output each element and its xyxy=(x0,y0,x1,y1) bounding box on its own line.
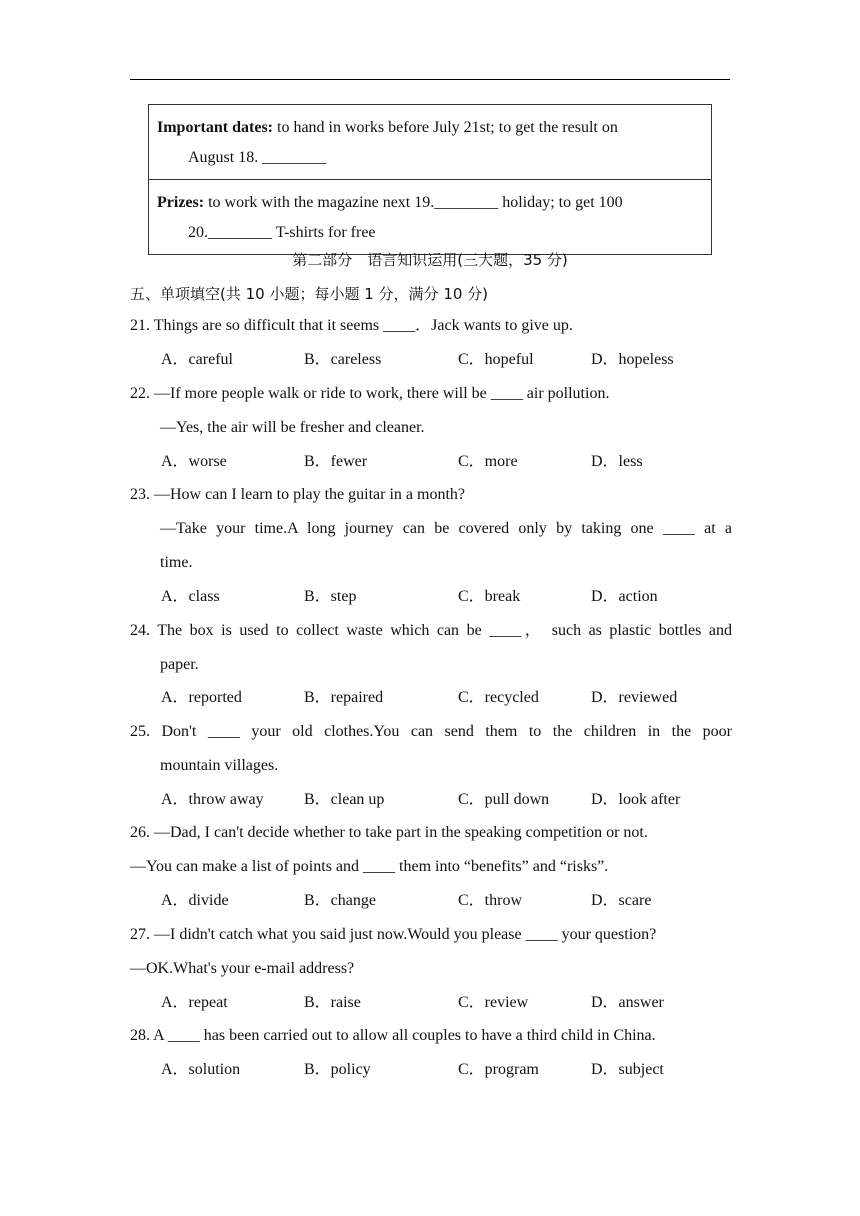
question-24-line: paper. xyxy=(160,656,199,673)
question-26-line: —You can make a list of points and ____ them into “benefits” and “risks”. xyxy=(130,858,609,875)
question-22-line: 22. —If more people walk or ride to work, there will be ____ air pollution. xyxy=(130,385,610,402)
question-27-line: 27. —I didn't catch what you said just now.Would you please ____ your question? xyxy=(130,926,657,943)
question-26-option-a[interactable]: A．divide xyxy=(161,892,229,909)
section-title: 第二部分 语言知识运用(三大题，35 分) xyxy=(292,251,568,269)
question-24-option-b[interactable]: B．repaired xyxy=(304,689,384,706)
question-24-option-a[interactable]: A．reported xyxy=(161,689,242,706)
prizes-label: Prizes: xyxy=(157,194,205,211)
question-23-line: 23. —How can I learn to play the guitar in a month? xyxy=(130,486,466,503)
question-25-line: 25. Don't ____ your old clothes.You can send them to the children in the poor xyxy=(130,723,732,740)
question-23-option-a[interactable]: A．class xyxy=(161,588,220,605)
question-26-option-b[interactable]: B．change xyxy=(304,892,376,909)
question-24-line: 24. The box is used to collect waste which can be ____， such as plastic bottles and xyxy=(130,622,732,639)
question-21-option-b[interactable]: B．careless xyxy=(304,351,382,368)
question-26-option-d[interactable]: D．scare xyxy=(591,892,652,909)
question-28-option-b[interactable]: B．policy xyxy=(304,1061,371,1078)
question-26-option-c[interactable]: C．throw xyxy=(458,892,523,909)
question-28-option-a[interactable]: A．solution xyxy=(161,1061,241,1078)
question-27-option-c[interactable]: C．review xyxy=(458,994,529,1011)
question-22-option-a[interactable]: A．worse xyxy=(161,453,227,470)
header-rule xyxy=(130,79,730,80)
question-25-option-a[interactable]: A．throw away xyxy=(161,791,264,808)
part-heading: 五、单项填空(共 10 小题；每小题 1 分，满分 10 分) xyxy=(130,285,489,303)
question-25-option-b[interactable]: B．clean up xyxy=(304,791,385,808)
question-23-line: —Take your time.A long journey can be covered only by taking one ____ at a xyxy=(160,520,732,537)
info-table xyxy=(148,104,712,255)
question-22-option-b[interactable]: B．fewer xyxy=(304,453,368,470)
question-25-option-c[interactable]: C．pull down xyxy=(458,791,550,808)
question-25-option-d[interactable]: D．look after xyxy=(591,791,681,808)
question-21-option-d[interactable]: D．hopeless xyxy=(591,351,674,368)
important-dates-label: Important dates: xyxy=(157,119,273,136)
important-dates-row xyxy=(149,105,711,179)
question-21-option-c[interactable]: C．hopeful xyxy=(458,351,534,368)
prizes-row xyxy=(149,179,711,254)
question-23-line: time. xyxy=(160,554,193,571)
important-dates-text: to hand in works before July 21st; to get the result on xyxy=(273,119,618,136)
question-25-line: mountain villages. xyxy=(160,757,279,774)
question-28-option-d[interactable]: D．subject xyxy=(591,1061,664,1078)
prizes-text: to work with the magazine next 19.________ holiday; to get 100 xyxy=(204,194,623,211)
question-24-option-c[interactable]: C．recycled xyxy=(458,689,539,706)
question-23-option-d[interactable]: D．action xyxy=(591,588,658,605)
question-27-option-a[interactable]: A．repeat xyxy=(161,994,228,1011)
question-27-line: —OK.What's your e-mail address? xyxy=(130,960,355,977)
question-22-option-c[interactable]: C．more xyxy=(458,453,518,470)
question-28-option-c[interactable]: C．program xyxy=(458,1061,539,1078)
important-dates-text-cont: August 18. ________ xyxy=(188,149,327,166)
question-24-option-d[interactable]: D．reviewed xyxy=(591,689,678,706)
question-23-option-b[interactable]: B．step xyxy=(304,588,357,605)
question-22-option-d[interactable]: D．less xyxy=(591,453,643,470)
question-28-line: 28. A ____ has been carried out to allow all couples to have a third child in China. xyxy=(130,1027,656,1044)
question-26-line: 26. —Dad, I can't decide whether to take part in the speaking competition or not. xyxy=(130,824,648,841)
question-27-option-d[interactable]: D．answer xyxy=(591,994,664,1011)
question-22-line: —Yes, the air will be fresher and cleaner. xyxy=(160,419,425,436)
question-21-line: 21. Things are so difficult that it seems ____．Jack wants to give up. xyxy=(130,317,573,334)
question-21-option-a[interactable]: A．careful xyxy=(161,351,233,368)
question-27-option-b[interactable]: B．raise xyxy=(304,994,361,1011)
prizes-text-cont: 20.________ T-shirts for free xyxy=(188,224,376,241)
question-23-option-c[interactable]: C．break xyxy=(458,588,521,605)
